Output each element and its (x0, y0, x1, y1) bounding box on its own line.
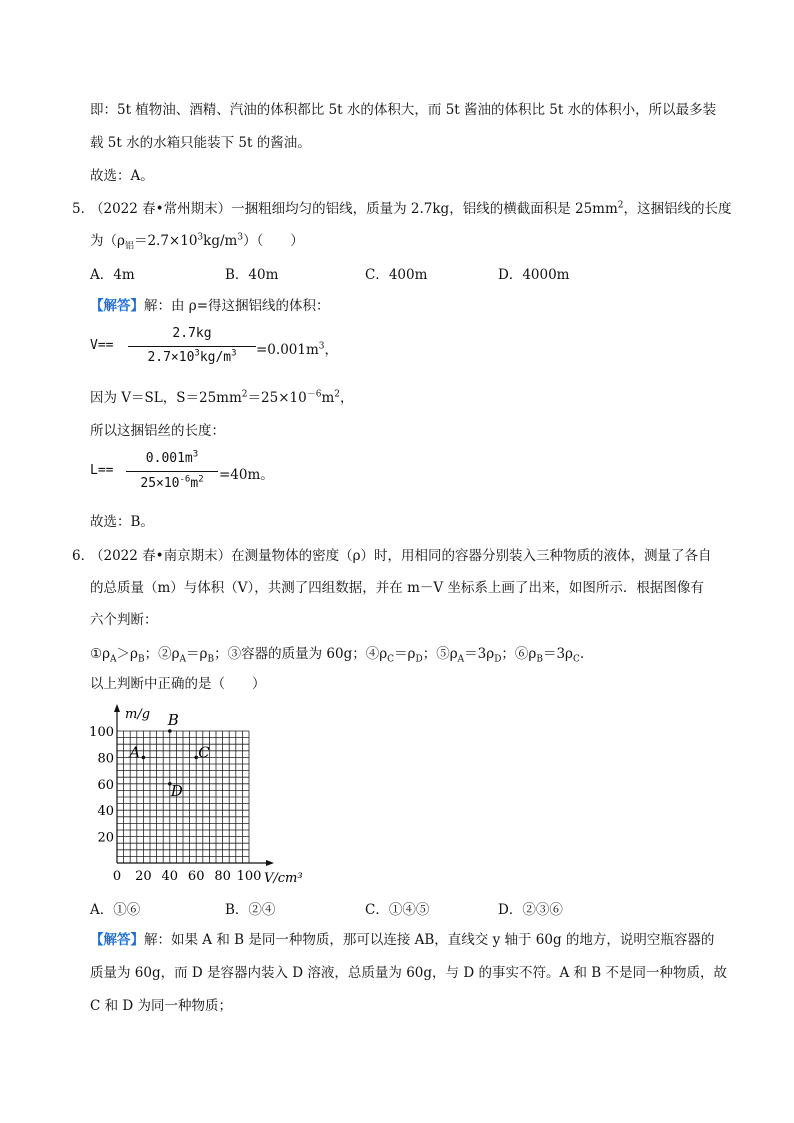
question-6-line-1: （2022 春•南京期末）在测量物体的密度（ρ）时，用相同的容器分别装入三种物质的液体，测量了各自 (90, 548, 712, 564)
option-d: D．②③⑥ (498, 902, 563, 918)
text: ， (324, 342, 338, 358)
sup: 2 (241, 389, 248, 400)
question-5-line-2 (90, 231, 730, 251)
sub: A (110, 654, 117, 665)
text: ； (422, 646, 437, 662)
text: m (321, 390, 335, 406)
m-v-chart (88, 700, 318, 890)
question-6-line-2: 的总质量（m）与体积（V），共测了四组数据，并在 m－V 坐标系上画了出来，如图所示．根据图像有 (90, 580, 704, 596)
text-line: 故选：A。 (90, 168, 154, 184)
l-prefix: L== (90, 463, 114, 478)
data-point-b (168, 729, 172, 733)
text: 0.001m (145, 451, 193, 466)
question-number: 6． (72, 548, 95, 564)
judgment-4 (365, 646, 437, 665)
point-label-a: A (129, 743, 141, 762)
sup: 3 (231, 348, 237, 359)
y-axis-arrow (114, 704, 120, 712)
x-tick-label: 20 (135, 869, 152, 884)
option-a: A．①⑥ (90, 902, 141, 918)
text-line: 载 5t 水的水箱只能装下 5t 的酱油。 (90, 135, 311, 151)
v-numerator: 2.7kg (172, 326, 212, 341)
text: ④ρ (365, 646, 388, 662)
sub: D (494, 654, 502, 665)
text: ＝ρ (394, 646, 416, 662)
text: ＝3ρ (542, 646, 573, 662)
judgment-3: ③容器的质量为 60g； (227, 646, 366, 662)
point-label-c: C (198, 743, 210, 762)
point-label-d: D (170, 781, 183, 800)
text: 因为 V＝SL，S＝25mm (90, 390, 242, 406)
option-b: B．②④ (225, 902, 276, 918)
judgment-5 (436, 646, 515, 665)
x-tick-label: 0 (112, 869, 122, 884)
so-line: 所以这捆铝丝的长度： (90, 423, 225, 439)
sup: -6 (179, 474, 191, 485)
judgment-2 (158, 646, 228, 665)
y-tick-label: 100 (89, 725, 114, 740)
text: kg/m (199, 350, 232, 365)
sub: B (137, 654, 145, 665)
sub: A (179, 654, 187, 665)
sup: 3 (197, 232, 204, 243)
question-6-line-3: 六个判断： (90, 612, 158, 628)
text: ＝3ρ (464, 646, 495, 662)
text: m (190, 476, 199, 491)
answer-tag: 【解答】 (90, 298, 144, 314)
text: 2.7×10 (147, 350, 195, 365)
sup: 3 (237, 232, 244, 243)
question-prompt: 以上判断中正确的是（ ） (90, 676, 266, 692)
sub: D (415, 654, 423, 665)
l-numerator (126, 451, 218, 466)
data-points (127, 711, 210, 800)
fraction-line (126, 471, 218, 472)
question-5-line-1 (90, 199, 730, 219)
text: ＝25×10 (247, 390, 307, 406)
sup: 3 (318, 341, 325, 352)
x-tick-label: 100 (236, 869, 262, 884)
text: ； (214, 646, 228, 662)
text: 解：由 ρ=得这捆铝线的体积： (144, 298, 330, 314)
option-c: C．400m (365, 267, 428, 283)
text: ⑤ρ (436, 646, 458, 662)
sub: C (387, 654, 395, 665)
answer-line-1 (90, 930, 730, 950)
text: ＞ρ (116, 646, 138, 662)
answer-line-3: C 和 D 为同一种物质； (90, 998, 233, 1014)
because-line (90, 388, 730, 408)
sup: 2 (334, 389, 340, 400)
option-d: D．4000m (498, 267, 570, 283)
text: ①ρ (90, 646, 111, 662)
text: kg/m (203, 233, 238, 249)
v-denominator (128, 350, 256, 365)
text: ）（ ） (243, 233, 304, 249)
answer-intro (90, 296, 730, 316)
text-line: 即：5t 植物油、酒精、汽油的体积都比 5t 水的体积大，而 5t 酱油的体积比 5t 水的体积小，所以最多装 (90, 102, 717, 118)
text: ⑥ρ (514, 646, 537, 662)
text: 解：如果 A 和 B 是同一种物质，那可以连接 AB，直线交 y 轴于 60g 的地方，说明空瓶容器的 (144, 932, 715, 948)
x-tick-label: 80 (214, 869, 231, 884)
text: ＝2.7×10 (133, 233, 198, 249)
sub: 铝 (124, 241, 134, 252)
text: ； (501, 646, 515, 662)
y-axis-label: m/g (125, 707, 151, 722)
l-result: =40m。 (219, 467, 274, 483)
judgments (90, 644, 730, 664)
text: ②ρ (158, 646, 180, 662)
v-result (256, 338, 338, 358)
y-tick-label: 40 (97, 804, 114, 820)
judgment-1 (90, 646, 159, 665)
axes (114, 704, 274, 866)
data-point-a (142, 756, 146, 760)
sub: B (536, 654, 543, 665)
text: （2022 春•常州期末）一捆粗细均匀的铝线，质量为 2.7kg，铝线的横截面积是 25mm (90, 201, 618, 217)
option-c: C．①④⑤ (365, 902, 430, 918)
option-b: B．40m (225, 267, 279, 283)
text: ， (339, 390, 354, 406)
sub: C (573, 654, 580, 665)
question-number: 5． (72, 201, 95, 217)
sup: 3 (192, 449, 199, 460)
sup: 2 (198, 474, 204, 485)
text: ； (144, 646, 159, 662)
text: ＝ρ (186, 646, 208, 662)
x-tick-label: 40 (161, 869, 179, 884)
y-tick-label: 80 (97, 751, 114, 767)
text: =0.001m (256, 342, 319, 358)
text: ，这捆铝线的长度 (623, 201, 732, 217)
x-tick-label: 60 (187, 869, 205, 884)
text: . (579, 646, 585, 662)
answer-line-2: 质量为 60g，而 D 是容器内装入 D 溶液，总质量为 60g，与 D 的事实不符。A 和 B 不是同一种物质，故 (90, 965, 727, 981)
answer-tag: 【解答】 (90, 932, 144, 948)
option-a: A．4m (90, 267, 135, 283)
sub: A (457, 654, 465, 665)
point-label-b: B (167, 711, 179, 729)
fraction-line (128, 346, 256, 347)
sup: 3 (194, 348, 200, 359)
x-axis-arrow (266, 860, 274, 866)
choose-line: 故选：B。 (90, 514, 154, 530)
y-tick-label: 20 (97, 830, 114, 846)
text: 为（ρ (90, 233, 125, 249)
sup: 2 (617, 200, 624, 211)
text: 25×10 (140, 476, 180, 491)
sup: －6 (306, 389, 322, 400)
y-tick-label: 60 (97, 777, 114, 793)
v-prefix: V== (90, 338, 114, 353)
judgment-6 (514, 646, 585, 665)
sub: B (207, 654, 215, 665)
x-axis-label: V/cm³ (264, 871, 303, 886)
l-denominator (126, 476, 218, 491)
